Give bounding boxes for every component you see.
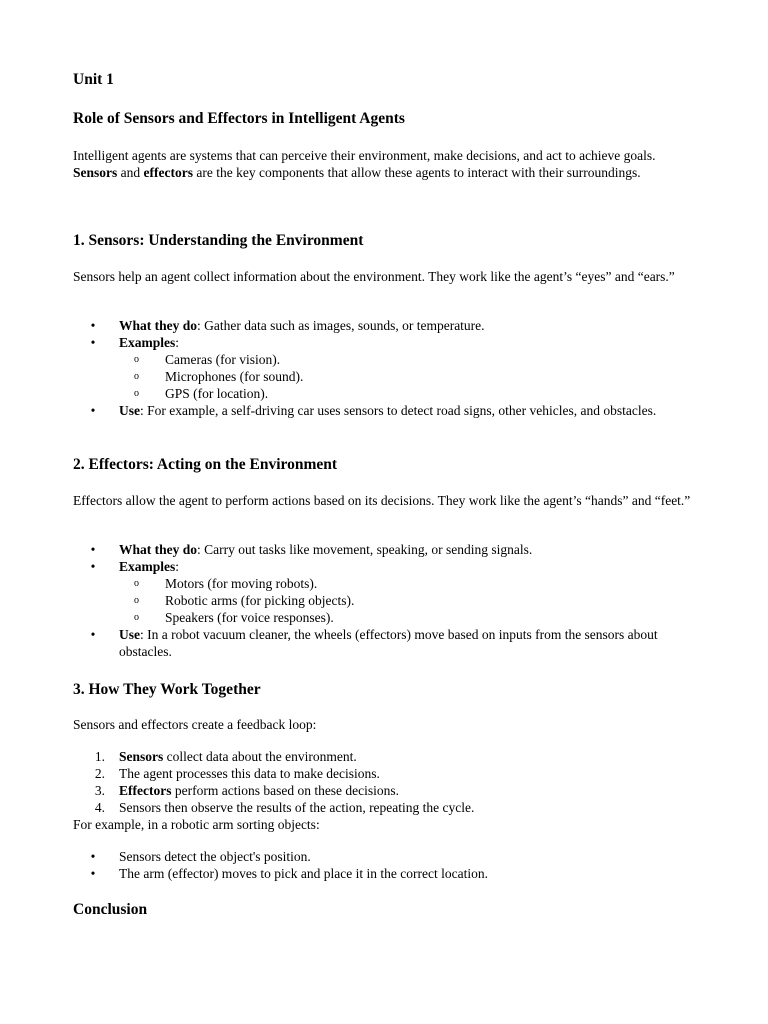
sub-list-item-text: Speakers (for voice responses). — [165, 610, 334, 625]
example-bullet-list — [73, 848, 703, 882]
list-item-label: Examples — [119, 559, 176, 574]
step-bold-term: Effectors — [119, 783, 172, 798]
conclusion-heading: Conclusion — [73, 901, 148, 918]
bullet-icon: • — [90, 849, 96, 864]
intro-paragraph — [73, 147, 703, 181]
step-text: Sensors then observe the results of the action, repeating the cycle. — [119, 800, 475, 815]
sub-list-item-text: Motors (for moving robots). — [165, 576, 318, 591]
sub-list-item — [73, 368, 703, 385]
list-item — [73, 848, 703, 865]
list-item-text: : Gather data such as images, sounds, or temperature. — [197, 318, 485, 333]
list-item-text: The arm (effector) moves to pick and place it in the correct location. — [119, 866, 488, 881]
intro-bold-sensors: Sensors — [73, 165, 118, 180]
sub-list-item — [73, 592, 703, 609]
section-1-bullet-list — [73, 317, 703, 419]
numbered-step — [73, 799, 703, 816]
circle-bullet-icon: o — [134, 388, 139, 399]
bullet-icon: • — [90, 335, 96, 350]
list-item-label: What they do — [119, 542, 198, 557]
list-item-colon: : — [175, 335, 180, 350]
bullet-icon: • — [90, 542, 96, 557]
section-1-heading: 1. Sensors: Understanding the Environment — [73, 232, 364, 249]
step-number: 4. — [94, 800, 105, 815]
step-number: 3. — [94, 783, 105, 798]
section-1-paragraph: Sensors help an agent collect information about the environment. They work like the agent’s “eyes” and “ears.” — [73, 269, 675, 284]
bullet-icon: • — [90, 318, 96, 333]
list-item — [73, 558, 703, 626]
example-intro: For example, in a robotic arm sorting objects: — [73, 817, 320, 832]
bullet-icon: • — [90, 559, 96, 574]
sub-list-item — [73, 351, 703, 368]
list-item-label: Examples — [119, 335, 176, 350]
list-item-label: Use — [119, 627, 140, 642]
list-item-label: Use — [119, 403, 140, 418]
numbered-step — [73, 765, 703, 782]
step-text: The agent processes this data to make decisions. — [119, 766, 380, 781]
circle-bullet-icon: o — [134, 371, 139, 382]
sub-list-item-text: Cameras (for vision). — [165, 352, 281, 367]
bullet-icon: • — [90, 866, 96, 881]
step-number: 1. — [94, 749, 105, 764]
sub-list-item-text: GPS (for location). — [165, 386, 269, 401]
section-3-heading: 3. How They Work Together — [73, 681, 261, 698]
intro-text-1: Intelligent agents are systems that can perceive their environment, make decisions, and act to achieve goals. — [73, 148, 656, 163]
circle-bullet-icon: o — [134, 578, 139, 589]
sub-list-item — [73, 385, 703, 402]
intro-text-2: and — [117, 165, 144, 180]
bullet-icon: • — [90, 627, 96, 642]
bullet-icon: • — [90, 403, 96, 418]
list-item-text: Sensors detect the object's position. — [119, 849, 311, 864]
list-item-text: : Carry out tasks like movement, speaking, or sending signals. — [197, 542, 533, 557]
numbered-step — [73, 748, 703, 765]
step-text: collect data about the environment. — [163, 749, 357, 764]
circle-bullet-icon: o — [134, 354, 139, 365]
section-2-bullet-list — [73, 541, 703, 660]
sub-list-item — [73, 575, 703, 592]
sub-list-item-text: Robotic arms (for picking objects). — [165, 593, 355, 608]
list-item — [73, 334, 703, 402]
feedback-loop-steps — [73, 748, 703, 816]
list-item-colon: : — [175, 559, 180, 574]
list-item — [73, 402, 703, 419]
circle-bullet-icon: o — [134, 595, 139, 606]
intro-bold-effectors: effectors — [143, 165, 193, 180]
list-item — [73, 317, 703, 334]
list-item-text: : In a robot vacuum cleaner, the wheels (effectors) move based on inputs from the sensors about obstacles. — [119, 627, 658, 659]
unit-title: Unit 1 — [73, 71, 114, 88]
section-2-heading: 2. Effectors: Acting on the Environment — [73, 456, 338, 473]
list-item-text: : For example, a self-driving car uses sensors to detect road signs, other vehicles, and obstacles. — [140, 403, 657, 418]
step-bold-term: Sensors — [119, 749, 164, 764]
numbered-step — [73, 782, 703, 799]
sub-list-item — [73, 609, 703, 626]
section-2-paragraph: Effectors allow the agent to perform actions based on its decisions. They work like the agent’s “hands” and “feet.” — [73, 493, 691, 508]
list-item — [73, 865, 703, 882]
section-2-examples-list — [73, 575, 703, 626]
section-1-examples-list — [73, 351, 703, 402]
sub-list-item-text: Microphones (for sound). — [165, 369, 304, 384]
step-text: perform actions based on these decisions. — [171, 783, 400, 798]
section-3-paragraph: Sensors and effectors create a feedback loop: — [73, 717, 317, 732]
step-number: 2. — [94, 766, 105, 781]
intro-text-3: are the key components that allow these agents to interact with their surroundings. — [192, 165, 641, 180]
list-item-label: What they do — [119, 318, 198, 333]
circle-bullet-icon: o — [134, 612, 139, 623]
document-title: Role of Sensors and Effectors in Intelligent Agents — [73, 110, 405, 127]
list-item — [73, 626, 703, 660]
list-item — [73, 541, 703, 558]
